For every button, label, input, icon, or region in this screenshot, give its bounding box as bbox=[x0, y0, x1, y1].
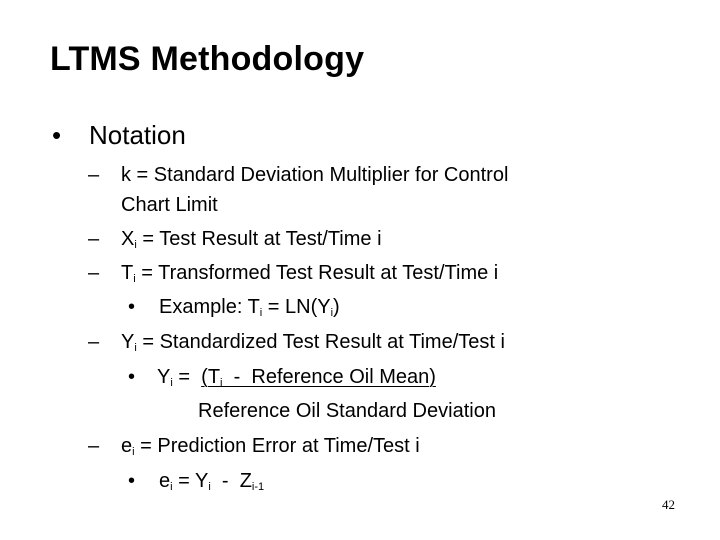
dash-icon: – bbox=[88, 435, 100, 457]
notation-heading: Notation bbox=[89, 120, 186, 150]
bullet-icon: • bbox=[128, 296, 136, 318]
t-subscript: i bbox=[133, 273, 136, 285]
example-subscript-2: i bbox=[330, 307, 334, 319]
page-number: 42 bbox=[662, 497, 675, 512]
slide-title: LTMS Methodology bbox=[50, 40, 365, 78]
t-symbol: T bbox=[121, 262, 134, 284]
bullet-icon: • bbox=[128, 470, 136, 492]
dash-icon: – bbox=[88, 331, 100, 353]
example-mid: = LN(Y bbox=[262, 296, 331, 318]
y-formula bbox=[157, 365, 436, 389]
e-definition-text: = Prediction Error at Time/Test i bbox=[134, 435, 420, 457]
y-formula-subscript: i bbox=[170, 377, 173, 389]
x-symbol: X bbox=[121, 228, 135, 250]
y-definition bbox=[121, 330, 505, 354]
x-definition-text: = Test Result at Test/Time i bbox=[136, 228, 382, 250]
y-formula-equals: = bbox=[172, 366, 202, 388]
k-definition-line2: Chart Limit bbox=[121, 194, 218, 216]
example-prefix: Example: T bbox=[159, 296, 260, 318]
y-formula-denominator: Reference Oil Standard Deviation bbox=[198, 400, 496, 422]
example-line bbox=[159, 295, 340, 319]
dash-icon: – bbox=[88, 228, 100, 250]
example-subscript: i bbox=[259, 307, 263, 319]
k-definition-line1: k = Standard Deviation Multiplier for Control bbox=[121, 164, 509, 186]
e-formula-subscript-3: i-1 bbox=[251, 481, 265, 493]
t-definition-text: = Transformed Test Result at Test/Time i bbox=[135, 262, 499, 284]
e-definition bbox=[121, 434, 420, 458]
y-definition-text: = Standardized Test Result at Time/Test i bbox=[136, 331, 505, 353]
t-definition bbox=[121, 261, 498, 285]
dash-icon: – bbox=[88, 164, 100, 186]
bullet-icon: • bbox=[52, 120, 62, 150]
e-subscript: i bbox=[132, 446, 135, 458]
y-formula-symbol: Y bbox=[157, 366, 171, 388]
x-subscript: i bbox=[134, 239, 137, 251]
dash-icon: – bbox=[88, 262, 100, 284]
y-formula-numerator: ($T_i$ - Reference Oil Mean) bbox=[201, 366, 436, 389]
y-subscript: i bbox=[134, 342, 137, 354]
bullet-icon: • bbox=[128, 366, 136, 388]
e-formula-subscript-2: i bbox=[208, 481, 211, 493]
e-formula-symbol: e bbox=[159, 470, 171, 492]
e-formula-minus: - Z bbox=[210, 470, 252, 492]
e-formula bbox=[159, 469, 264, 493]
x-definition bbox=[121, 227, 382, 251]
y-symbol: Y bbox=[121, 331, 135, 353]
e-symbol: e bbox=[121, 435, 133, 457]
e-formula-mid: = Y bbox=[172, 470, 209, 492]
e-formula-subscript: i bbox=[170, 481, 173, 493]
example-suffix: ) bbox=[333, 296, 340, 318]
